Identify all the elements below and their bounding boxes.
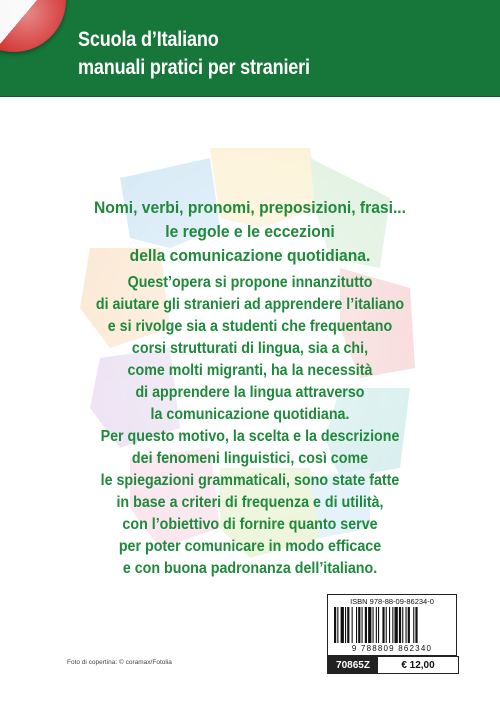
barcode-bar [399,607,401,643]
italian-flag-emblem [0,0,66,52]
barcode-bar [373,607,374,643]
barcode-bar [382,607,384,643]
barcode-bar [368,607,371,643]
paragraph-line: dei fenomeni linguistici, così come [131,450,369,467]
isbn-label: ISBN 978-88-09-86234-0 [350,597,434,606]
barcode-bar [358,607,360,643]
paragraph-line: con l’obiettivo di fornire quanto serve [122,516,378,533]
intro-line: Nomi, verbi, pronomi, preposizioni, frasi... [94,198,406,217]
barcode-bar [392,607,393,643]
intro-line: le regole e le eccezioni [165,222,335,241]
paragraph-line: di apprendere la lingua attraverso [135,384,365,401]
price-label: € 12,00 [378,657,458,673]
paragraph-line: le spiegazioni grammaticali, sono state fatte [100,472,400,489]
barcode-bar [376,607,377,643]
barcode-bar [352,607,353,643]
barcode-bar [386,607,387,643]
series-title: Scuola d’Italiano [78,28,219,51]
barcode-bar [334,607,336,643]
paragraph-line: in base a criteri di frequenza e di utilità, [116,494,384,511]
barcode-bar [345,607,346,643]
paragraph-line: corsi strutturati di lingua, sia a chi, [131,340,369,357]
paragraph-line: come molti migranti, ha la necessità [127,362,373,379]
back-cover-text [0,196,500,580]
paragraph-line: di aiutare gli stranieri ad apprendere l’italiano [95,296,405,313]
product-code: 70865Z [328,657,378,673]
barcode-bar [415,607,417,643]
paragraph-line: la comunicazione quotidiana. [150,406,350,423]
isbn-barcode [327,594,457,656]
barcode-bar [408,607,410,643]
barcode-bar [406,607,407,643]
paragraph-line: e si rivolge sia a studenti che frequentano [107,318,393,335]
description-paragraph [0,272,500,580]
barcode-bar [356,607,357,643]
paragraph-line: Per questo motivo, la scelta e la descrizione [100,428,400,445]
intro-block [0,196,500,268]
photo-credit: Foto di copertina: © coramax/Fotolia [67,659,172,666]
series-subtitle: manuali pratici per stranieri [78,56,310,79]
barcode-bar [395,607,398,643]
barcode-digits: 9 788809 862340 [351,644,433,653]
barcode-bar [362,607,363,643]
barcode-bar [413,607,414,643]
series-header-band [0,0,500,97]
paragraph-line: Quest’opera si propone innanzitutto [127,274,373,291]
barcode-bar [389,607,390,643]
paragraph-line: e con buona padronanza dell’italiano. [122,560,378,577]
paragraph-line: per poter comunicare in modo efficace [118,538,382,555]
intro-line: della comunicazione quotidiana. [129,246,371,265]
price-strip [327,656,459,674]
barcode-bar [378,607,379,643]
barcode-bar [341,607,344,643]
barcode-bar [337,607,338,643]
barcode-bar [402,607,403,643]
barcode-bar [365,607,367,643]
barcode-bar [347,607,349,643]
barcode-bars [332,607,452,643]
